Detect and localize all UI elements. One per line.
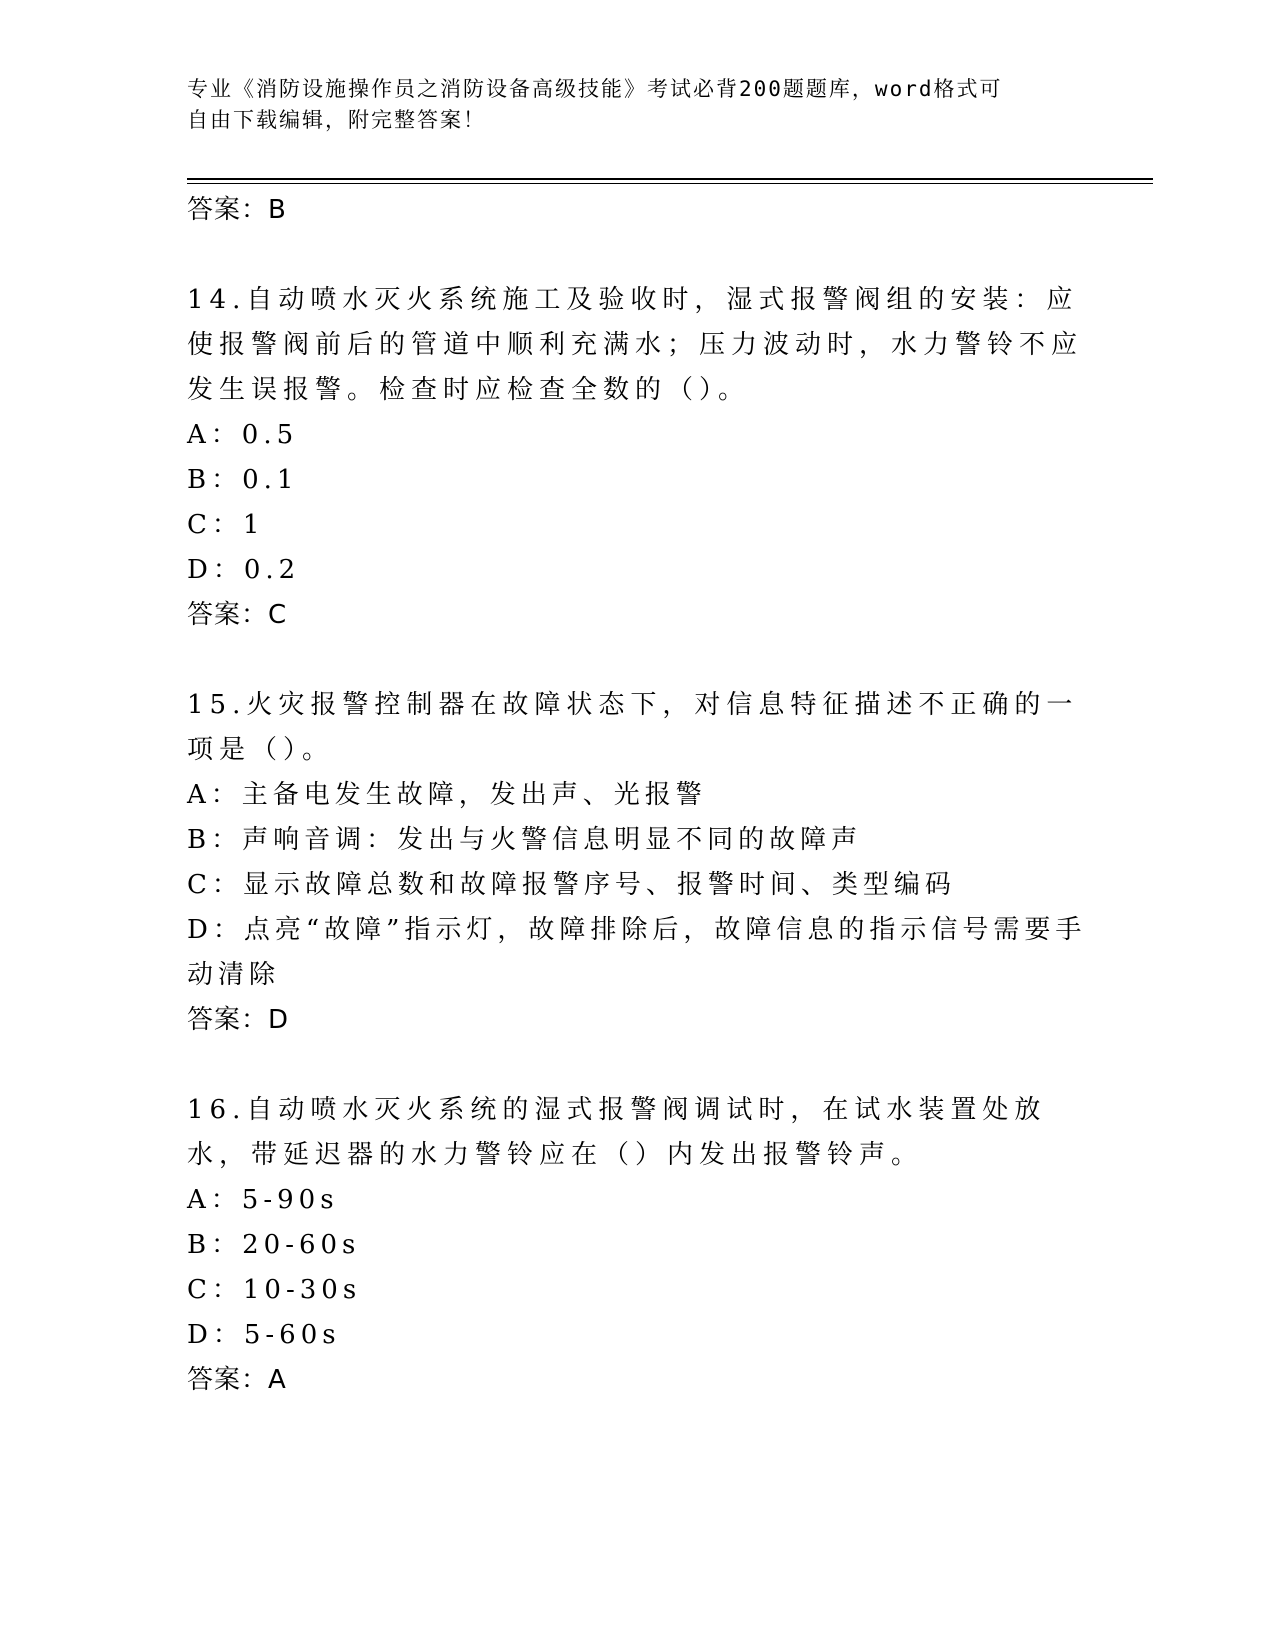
answer-line: 答案：D — [187, 1005, 290, 1035]
option-a: A：0.5 — [187, 420, 299, 450]
answer-line: 答案：C — [187, 600, 288, 630]
option-b: B：声响音调：发出与火警信息明显不同的故障声 — [187, 825, 863, 855]
option-b: B：0.1 — [187, 465, 299, 495]
question-block-15 — [187, 683, 1087, 1043]
answer-line: 答案：A — [187, 1365, 287, 1395]
option-a: A：主备电发生故障，发出声、光报警 — [187, 780, 707, 810]
document-header — [187, 74, 1067, 136]
header-divider-thin — [187, 183, 1153, 184]
option-d: D：0.2 — [187, 555, 301, 585]
option-b: B：20-60s — [187, 1230, 361, 1260]
question-text: 16.自动喷水灭火系统的湿式报警阀调试时，在试水装置处放水，带延迟器的水力警铃应在（）内发出报警铃声。 — [187, 1095, 1047, 1170]
header-divider-thick — [187, 178, 1153, 180]
answer-line: 答案：B — [187, 195, 287, 225]
option-c: C：显示故障总数和故障报警序号、报警时间、类型编码 — [187, 870, 956, 900]
option-d: D：点亮“故障”指示灯，故障排除后，故障信息的指示信号需要手动清除 — [187, 915, 1087, 990]
option-c: C：10-30s — [187, 1275, 362, 1305]
question-text: 14.自动喷水灭火系统施工及验收时，湿式报警阀组的安装：应使报警阀前后的管道中顺利充满水；压力波动时，水力警铃不应发生误报警。检查时应检查全数的（）。 — [187, 285, 1084, 405]
header-line-1: 专业《消防设施操作员之消防设备高级技能》考试必背200题题库，word格式可 — [187, 77, 1003, 101]
question-block-14 — [187, 278, 1087, 638]
document-body — [187, 188, 1087, 1403]
header-line-2: 自由下载编辑，附完整答案！ — [187, 108, 486, 132]
question-text: 15.火灾报警控制器在故障状态下，对信息特征描述不正确的一项是（）。 — [187, 690, 1079, 765]
option-a: A：5-90s — [187, 1185, 339, 1215]
option-d: D：5-60s — [187, 1320, 341, 1350]
option-c: C：1 — [187, 510, 265, 540]
question-block-16 — [187, 1088, 1087, 1403]
